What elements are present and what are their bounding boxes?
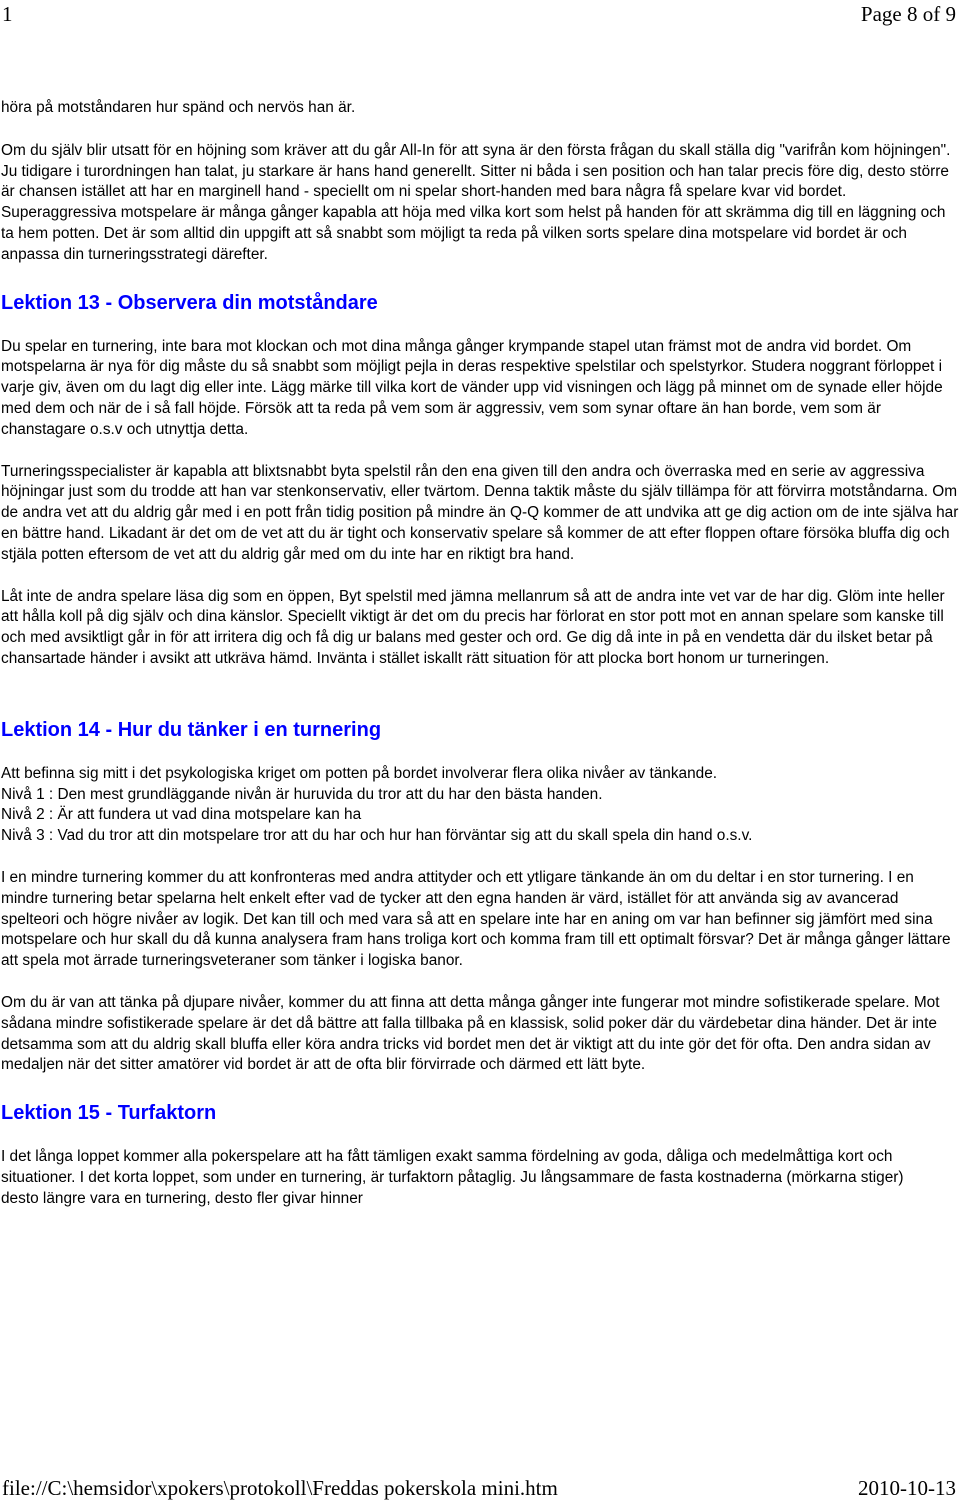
paragraph: Låt inte de andra spelare läsa dig som en öppen, Byt spelstil med jämna mellanrum så att de andra inte vet var de har dig. Glöm inte heller att hålla koll på dig själv och dina känslor. Speciellt viktigt är det om du precis har förlorat en stor pott mot en annan spelare som kanske till och med avsiktligt går in för att irritera dig och få dig ur balans med gester och ord. Ge dig då inte in på en vendetta där du ilsket betar på chansartade händer i avsikt att utkräva hämd. Invänta i stället iskallt rätt situation för att plocka bort honom ur turneringen. <box>1 587 945 667</box>
paragraph: Om du själv blir utsatt för en höjning som kräver att du går All-In för att syna är den första frågan du skall ställa dig "varifrån kom höjningen". Ju tidigare i turordningen han talat, ju starkare är hans hand generellt. Sitter ni båda i sen position och han talar precis före dig, desto större är chansen istället att har en marginell hand - speciellt om ni spelar short-handen med bara några få spelare kvar vid bordet. Superaggressiva motspelare är många gånger kapabla att höja med vilka kort som helst på handen för att skrämma dig till en läggning och ta hem potten. Det är som alltid din uppgift att så snabbt som möjligt ta reda på vilken sorts spelare dina motspelare vid bordet är och anpassa din turneringsstrategi därefter. <box>1 141 951 263</box>
section-heading: Lektion 13 - Observera din motståndare <box>1 291 378 314</box>
paragraph: I det långa loppet kommer alla pokerspelare att ha fått tämligen exakt samma fördelning av goda, dåliga och medelmåttiga kort och situationer. I det korta loppet, som under en turnering, är turfaktorn påtaglig. Ju långsammare de fasta kostnaderna (mörkarna stiger) desto längre vara en turnering, desto fler givar hinner <box>1 1148 904 1207</box>
levels-block <box>1 764 959 847</box>
footer-date: 2010-10-13 <box>858 1476 956 1500</box>
header-page-number: Page 8 of 9 <box>860 2 956 26</box>
header-page-marker: 1 <box>2 2 13 26</box>
paragraph: höra på motståndaren hur spänd och nervös han är. <box>1 99 356 116</box>
document-body <box>1 92 959 1209</box>
paragraph-line: Att befinna sig mitt i det psykologiska kriget om potten på bordet involverar flera olika nivåer av tänkande. <box>1 764 718 782</box>
footer-file-path: file://C:\hemsidor\xpokers\protokoll\Freddas pokerskola mini.htm <box>2 1476 558 1500</box>
level-1-line: Nivå 1 : Den mest grundläggande nivån är huruvida du tror att du har den bästa handen. <box>1 785 603 803</box>
section-heading: Lektion 15 - Turfaktorn <box>1 1102 217 1125</box>
paragraph: Om du är van att tänka på djupare nivåer, kommer du att finna att detta många gånger inte fungerar mot mindre sofistikerade spelare. Mot sådana mindre sofistikerade spelare är det då bättre att falla tillbaka på en klassisk, solid poker där du värdebetar dina händer. Det är inte detsamma som att du aldrig skall bluffa eller köra andra tricks vid bordet men det är viktigt att du inte gör det för ofta. Den andra sidan av medaljen när det sitter amatörer vid bordet är att de ofta blir förvirrade och därmed ett lätt byte. <box>1 993 940 1074</box>
level-3-line: Nivå 3 : Vad du tror att din motspelare tror att du har och hur han förväntar sig att du skall spela din hand o.s.v. <box>1 827 753 845</box>
paragraph: Du spelar en turnering, inte bara mot klockan och mot dina många gånger krympande stapel utan främst mot de andra vid bordet. Om motspelarna är nya för dig måste du så snabbt som möjligt pejla in deras respektive spelstilar och spelstyrkor. Studera noggrant förloppet i varje giv, även om du lagt dig eller inte. Lägg märke till vilka kort de vänder upp vid visningen och lägg på minnet om de synade eller höjde med dem och när de i så fall höjde. Försök att ta reda på vem som är aggressiv, vem som synar oftare än han borde, vem som är chanstagare o.s.v och utnyttja detta. <box>1 337 943 438</box>
paragraph: Turneringsspecialister är kapabla att blixtsnabbt byta spelstil rån den ena given till den andra och överraska med en serie av aggressiva höjningar just som du trodde att han var stenkonservativ, eller tvärtom. Denna taktik måste du själv tillämpa för att förvirra motståndarna. Om de andra vet att du aldrig går med i en pott från tidig position på mindre än Q-Q kommer de att undvika att ge dig action om de inte själva har en bättre hand. Likadant är det om de vet att du är tight och konservativ spelare så kommer de att efter floppen oftare försöka bluffa dig och stjäla potten eftersom de vet att du aldrig går med om du inte har en riktigt bra hand. <box>1 462 959 563</box>
section-heading: Lektion 14 - Hur du tänker i en turnering <box>1 718 382 741</box>
level-2-line: Nivå 2 : Är att fundera ut vad dina motspelare kan ha <box>1 806 362 824</box>
paragraph: I en mindre turnering kommer du att konfronteras med andra attityder och ett ytligare tänkande än om du deltar i en stor turnering. I en mindre turnering betar spelarna helt enkelt efter vad de tycker att den egna handen är värd, istället för att använda sig av avancerad spelteori och högre nivåer av logik. Det kan till och med vara så att en spelare inte har en aning om var han befinner sig jämfört med sina motspelare och hur skall du då kunna analysera fram hans troliga kort och komma fram till ett optimalt försvar? Det är många gånger lättare att spela mot ärrade turneringsveteraner som tänker i logiska banor. <box>1 868 951 970</box>
